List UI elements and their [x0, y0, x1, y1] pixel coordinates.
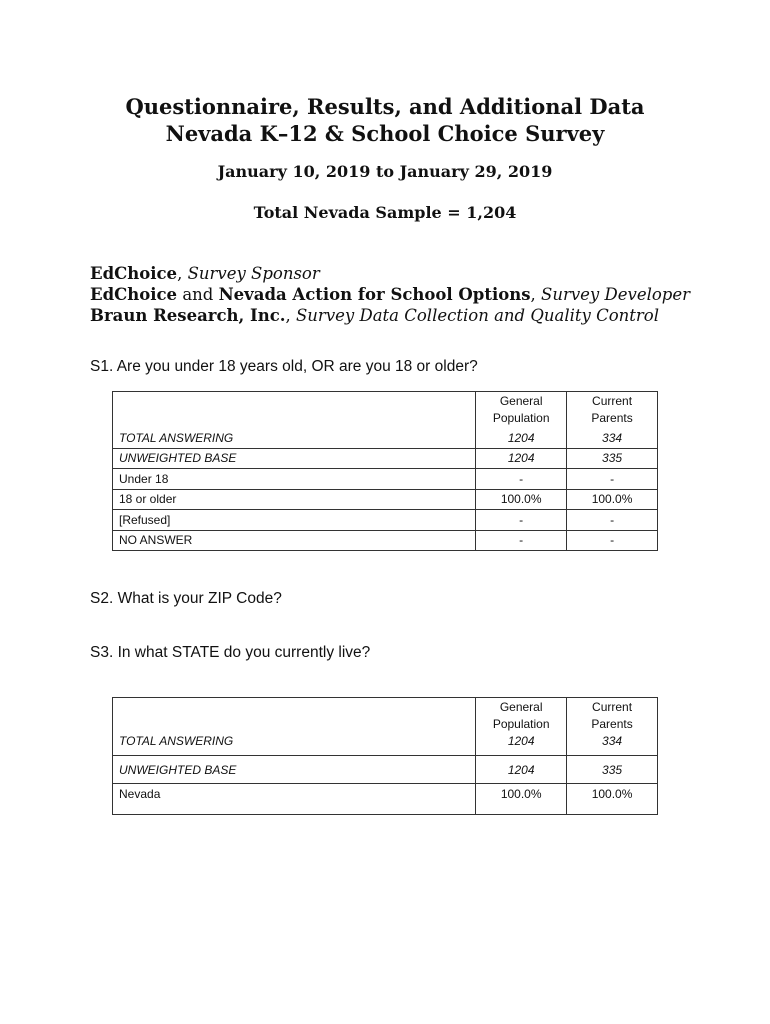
sample-size: Total Nevada Sample = 1,204 [253, 203, 517, 222]
column-header-text: General [499, 394, 543, 408]
cell-general: 1204 [476, 428, 567, 448]
developer-and: and [182, 285, 214, 304]
column-header-current-parents [567, 392, 658, 429]
cell-general: 100.0% [476, 784, 567, 815]
table-row [113, 510, 658, 531]
cell-parents: 334 [567, 428, 658, 448]
cell-general: - [476, 530, 567, 551]
column-header-text: Current [592, 700, 633, 714]
cell-parents: - [567, 510, 658, 531]
row-label: [Refused] [113, 510, 476, 531]
table-row [113, 489, 658, 510]
row-label: UNWEIGHTED BASE [113, 448, 476, 469]
column-header-general-population [476, 698, 567, 735]
row-label: Under 18 [113, 469, 476, 490]
question-s2: S2. What is your ZIP Code? [90, 590, 282, 607]
cell-parents: 334 [567, 734, 658, 756]
column-header-text: Population [492, 717, 550, 731]
table-row [113, 756, 658, 784]
column-header-text: Current [592, 394, 633, 408]
cell-parents: 100.0% [567, 784, 658, 815]
cell-general: - [476, 510, 567, 531]
title-line-2: Nevada K–12 & School Choice Survey [165, 121, 605, 146]
developer-org-2: Nevada Action for School Options [218, 285, 531, 304]
cell-parents: 335 [567, 448, 658, 469]
question-s1: S1. Are you under 18 years old, OR are you 18 or older? [90, 358, 478, 375]
table-row [113, 734, 658, 756]
credit-line-developer: EdChoice and Nevada Action for School Options, Survey Developer [90, 285, 691, 304]
document-title [0, 93, 770, 147]
sponsor-role: Survey Sponsor [187, 264, 320, 283]
table-header-blank [113, 698, 476, 735]
row-label: Nevada [113, 784, 476, 815]
sponsor-org: EdChoice [90, 264, 178, 283]
row-label: UNWEIGHTED BASE [113, 756, 476, 784]
row-label: 18 or older [113, 489, 476, 510]
cell-general: 1204 [476, 756, 567, 784]
column-header-current-parents [567, 698, 658, 735]
table-row [113, 784, 658, 815]
column-header-text: General [499, 700, 543, 714]
column-header-general-population [476, 392, 567, 429]
table-row [113, 448, 658, 469]
cell-general: 1204 [476, 734, 567, 756]
developer-org-1: EdChoice [90, 285, 178, 304]
survey-dates: January 10, 2019 to January 29, 2019 [217, 162, 553, 181]
column-header-text: Population [492, 411, 550, 425]
cell-parents: 100.0% [567, 489, 658, 510]
table-header-row [113, 392, 658, 429]
column-header-text: Parents [591, 717, 633, 731]
cell-general: 1204 [476, 448, 567, 469]
title-line-1: Questionnaire, Results, and Additional Data [125, 94, 645, 119]
credit-line-sponsor: EdChoice, Survey Sponsor [90, 264, 320, 283]
row-label: TOTAL ANSWERING [113, 734, 476, 756]
credit-line-collection: Braun Research, Inc., Survey Data Collection and Quality Control [90, 306, 660, 325]
results-table-s1 [112, 391, 658, 551]
table-header-row [113, 698, 658, 735]
table-header-blank [113, 392, 476, 429]
collection-org: Braun Research, Inc. [90, 306, 286, 325]
developer-role: Survey Developer [541, 285, 691, 304]
cell-general: 100.0% [476, 489, 567, 510]
cell-parents: 335 [567, 756, 658, 784]
cell-parents: - [567, 469, 658, 490]
row-label: TOTAL ANSWERING [113, 428, 476, 448]
credits-block [90, 263, 690, 326]
collection-role: Survey Data Collection and Quality Control [296, 306, 660, 325]
cell-general: - [476, 469, 567, 490]
table-row [113, 428, 658, 448]
cell-parents: - [567, 530, 658, 551]
row-label: NO ANSWER [113, 530, 476, 551]
table-row [113, 530, 658, 551]
column-header-text: Parents [591, 411, 633, 425]
results-table-s3 [112, 697, 658, 815]
table-row [113, 469, 658, 490]
question-s3: S3. In what STATE do you currently live? [90, 644, 371, 661]
